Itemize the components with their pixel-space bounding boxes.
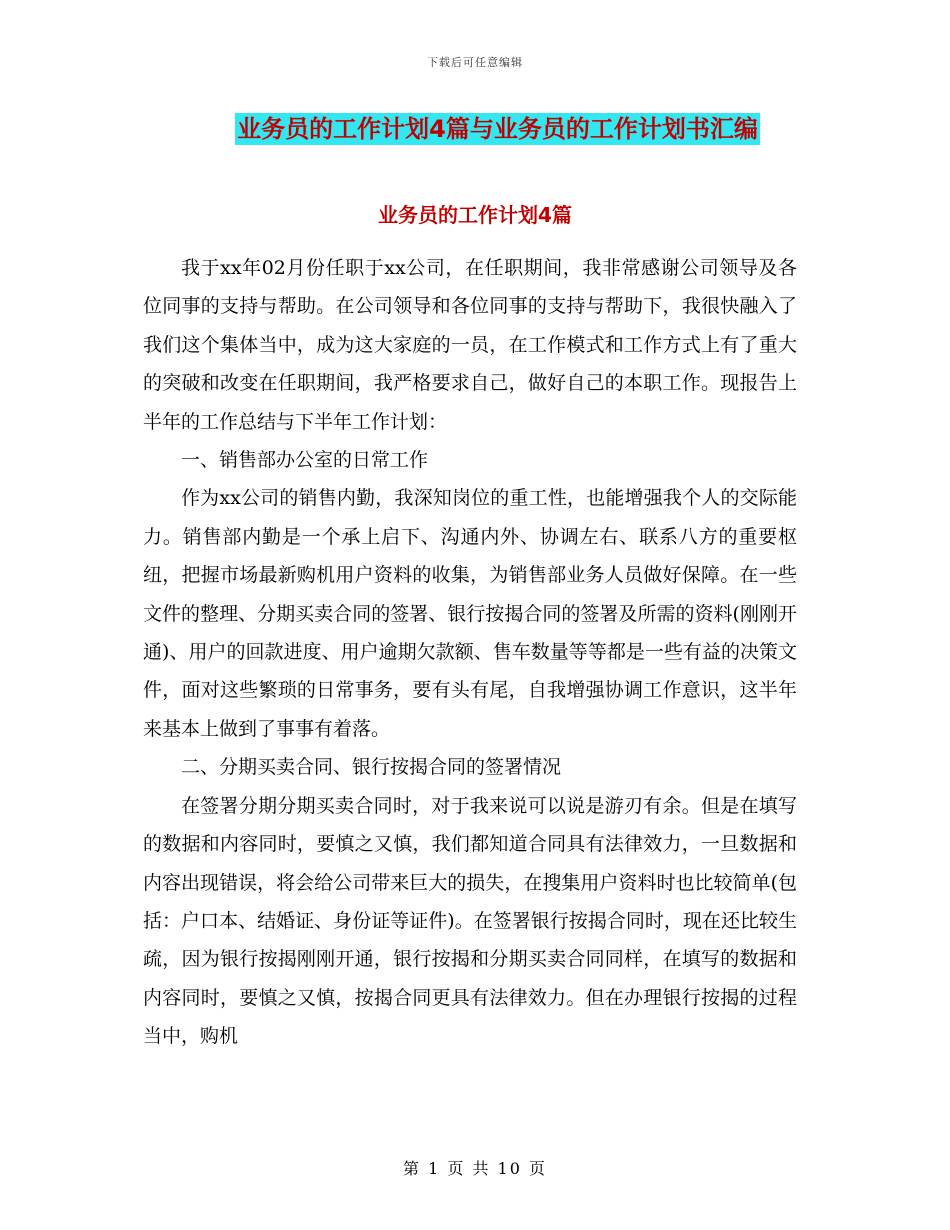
paragraph-section-2: 在签署分期分期买卖合同时，对于我来说可以说是游刃有余。但是在填写的数据和内容同时，要慎之又慎，我们都知道合同具有法律效力，一旦数据和内容出现错误，将会给公司带来巨大的损失，在搜集用户资料时也比较简单(包括：户口本、结婚证、身份证等证件)。在签署银行按揭合同时，现在还比较生疏，因为银行按揭刚刚开通，银行按揭和分期买卖合同同样，在填写的数据和内容同时，要慎之又慎，按揭合同更具有法律效力。但在办理银行按揭的过程当中，购机	[143, 794, 797, 1048]
page-number-footer: 第 1 页 共 10 页	[403, 1159, 547, 1178]
header-note: 下载后可任意编辑	[427, 56, 523, 69]
sub-title: 业务员的工作计划4篇	[378, 203, 572, 227]
main-title: 业务员的工作计划4篇与业务员的工作计划书汇编	[237, 115, 758, 143]
paragraph-section-1: 作为xx公司的销售内勤，我深知岗位的重工性，也能增强我个人的交际能力。销售部内勤是一个承上启下、沟通内外、协调左右、联系八方的重要枢纽，把握市场最新购机用户资料的收集，为销售部业务人员做好保障。在一些文件的整理、分期买卖合同的签署、银行按揭合同的签署及所需的资料(刚刚开通)、用户的回款进度、用户逾期欠款额、售车数量等等都是一些有益的决策文件，面对这些繁琐的日常事务，要有头有尾，自我增强协调工作意识，这半年来基本上做到了事事有着落。	[143, 487, 797, 740]
document-body	[143, 249, 797, 1056]
paragraph-intro: 我于xx年02月份任职于xx公司，在任职期间，我非常感谢公司领导及各位同事的支持与帮助。在公司领导和各位同事的支持与帮助下，我很快融入了我们这个集体当中，成为这大家庭的一员，在工作模式和工作方式上有了重大的突破和改变在任职期间，我严格要求自己，做好自己的本职工作。现报告上半年的工作总结与下半年工作计划：	[143, 257, 797, 433]
section-heading-1: 一、销售部办公室的日常工作	[181, 449, 429, 472]
section-heading-2: 二、分期买卖合同、银行按揭合同的签署情况	[181, 756, 562, 779]
main-title-container	[0, 113, 950, 145]
